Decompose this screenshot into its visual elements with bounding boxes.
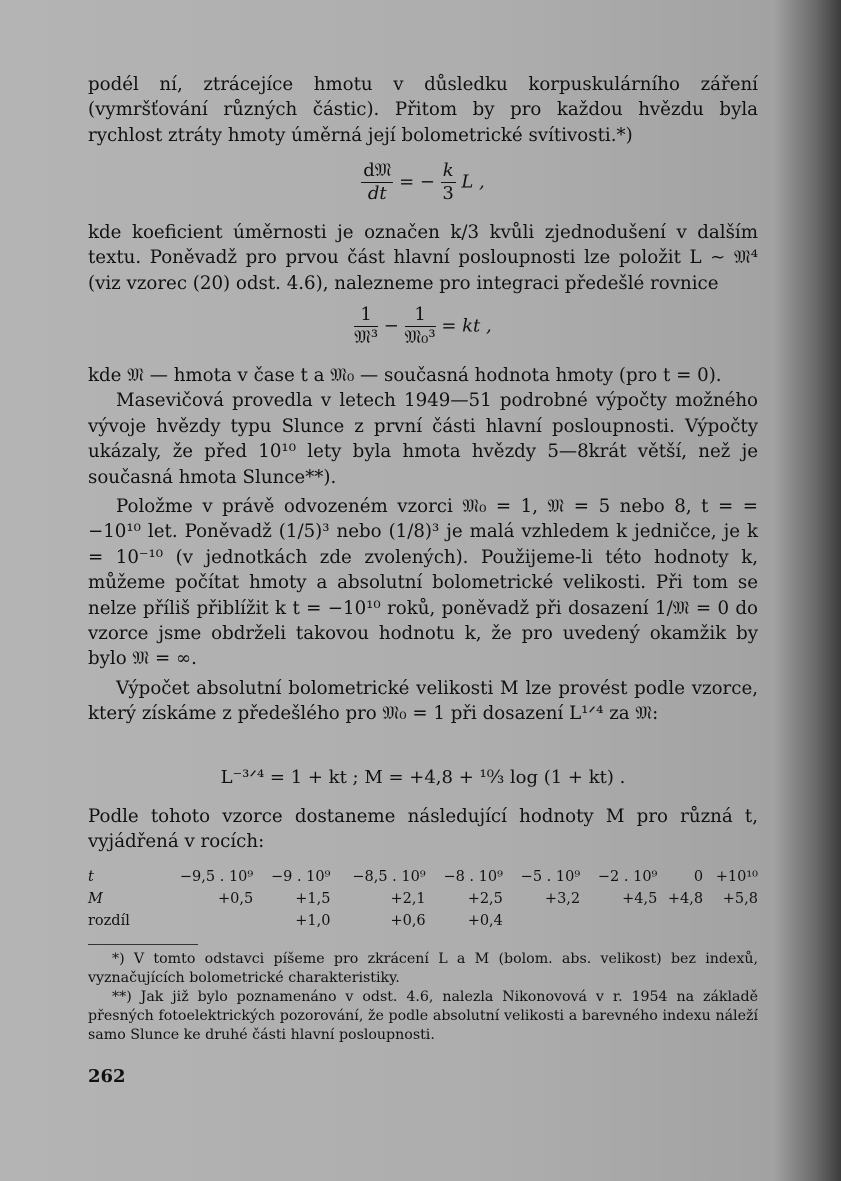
eq1-lhs-fraction bbox=[361, 160, 393, 205]
table-cell: +3,2 bbox=[544, 891, 581, 907]
paragraph-7: Podle tohoto vzorce dostaneme následující hodnoty M pro různá t, vyjádřená v rocích: bbox=[88, 806, 758, 853]
main-text-block-1 bbox=[88, 72, 758, 148]
table-cell: +2,1 bbox=[390, 891, 426, 907]
paragraph-5: Položme v právě odvozeném vzorci 𝔐₀ = 1, 𝔐 = 5 nebo 8, t = = −10¹⁰ let. Poněvadž (1/5)³ nebo (1/8)³ je malá vzhledem k jedničce, je k = 10⁻¹⁰ (v jednotkách zde zvolených). Použijeme-li této hodnoty k, můžeme počítat hmoty a absolutní bolometrické velikosti. Při tom se nelze příliš přiblížit k t = −10¹⁰ roků, poněvadž při dosazení 1/𝔐 = 0 do vzorce jsme obdrželi takovou hodnotu k, že pro uvedený okamžik by bylo 𝔐 = ∞. bbox=[88, 496, 758, 670]
table-cell: +1,0 bbox=[295, 913, 331, 929]
eq2-b-den: 𝔐₀³ bbox=[404, 327, 436, 348]
equation-1 bbox=[88, 160, 758, 205]
table-cell: +5,8 bbox=[722, 891, 758, 907]
eq2-a-den: 𝔐³ bbox=[354, 327, 379, 348]
eq2-tail: = kt , bbox=[441, 315, 492, 337]
main-text-block-2 bbox=[88, 220, 758, 296]
eq1-equals: = − bbox=[399, 171, 435, 193]
eq2-a-fraction bbox=[354, 304, 378, 349]
eq1-rhs-fraction bbox=[441, 160, 456, 205]
eq2-b-num: 1 bbox=[405, 304, 436, 327]
table-cell: +0,6 bbox=[390, 913, 426, 929]
main-text-block-4 bbox=[88, 804, 758, 855]
table-cell: +0,4 bbox=[467, 913, 503, 929]
equation-2 bbox=[88, 304, 758, 349]
table-row-diff bbox=[88, 910, 758, 932]
row-label-t: t bbox=[88, 869, 94, 885]
table-cell: +10¹⁰ bbox=[715, 869, 758, 885]
values-table bbox=[88, 866, 758, 932]
table-cell: −2 . 10⁹ bbox=[597, 869, 658, 885]
table-cell: +1,5 bbox=[295, 891, 331, 907]
page-number: 262 bbox=[88, 1066, 126, 1087]
table-cell: −8,5 . 10⁹ bbox=[352, 869, 426, 885]
table-row-t bbox=[88, 866, 758, 888]
eq2-minus: − bbox=[383, 315, 399, 337]
table-cell: −5 . 10⁹ bbox=[520, 869, 581, 885]
row-label-diff: rozdíl bbox=[88, 913, 130, 929]
eq1-rhs-num: k bbox=[442, 160, 454, 181]
table-row-m bbox=[88, 888, 758, 910]
eq1-lhs-num: d𝔐 bbox=[363, 160, 392, 181]
equation-3: L⁻³ᐟ⁴ = 1 + kt ; M = +4,8 + ¹⁰⁄₃ log (1 + kt) . bbox=[220, 767, 626, 788]
table-cell: 0 bbox=[693, 869, 704, 885]
main-text-block-3 bbox=[88, 363, 758, 727]
footnotes bbox=[88, 950, 758, 1045]
eq1-tail: L , bbox=[461, 171, 485, 193]
table-cell: −9 . 10⁹ bbox=[270, 869, 331, 885]
paragraph-4: Masevičová provedla v letech 1949—51 podrobné výpočty možného vývoje hvězdy typu Slunce z první části hlavní posloupnosti. Výpočty ukázaly, že před 10¹⁰ lety byla hmota hvězdy 5—8krát větší, než je současná hmota Slunce**). bbox=[88, 390, 758, 488]
footnote-divider bbox=[88, 944, 198, 945]
table-cell: +4,5 bbox=[622, 891, 658, 907]
paragraph-2: kde koeficient úměrnosti je označen k/3 kvůli zjednodušení v dalším textu. Poněvadž pro prvou část hlavní posloupnosti lze položit L ∼ 𝔐⁴ (viz vzorec (20) odst. 4.6), nalezneme pro integraci předešlé rovnice bbox=[88, 222, 758, 294]
footnote-2: **) Jak již bylo poznamenáno v odst. 4.6, nalezla Nikonovová v r. 1954 na základě přesných fotoelektrických pozorování, že podle absolutní velikosti a barevného indexu náleží samo Slunce ke druhé části hlavní posloupnosti. bbox=[88, 989, 758, 1043]
table-cell: +2,5 bbox=[467, 891, 503, 907]
paragraph-1: podél ní, ztrácejíce hmotu v důsledku korpuskulárního záření (vymršťování různých částic). Přitom by pro každou hvězdu byla rychlost ztráty hmoty úměrná její bolometrické svítivosti.*) bbox=[88, 74, 758, 146]
row-label-m: M bbox=[88, 891, 103, 907]
eq2-a-num: 1 bbox=[354, 304, 378, 327]
eq2-b-fraction bbox=[405, 304, 436, 349]
eq1-rhs-den: 3 bbox=[442, 183, 454, 204]
table-cell: −8 . 10⁹ bbox=[443, 869, 503, 885]
table-cell: +0,5 bbox=[218, 891, 254, 907]
paragraph-6: Výpočet absolutní bolometrické velikosti M lze provést podle vzorce, který získáme z předešlého pro 𝔐₀ = 1 při dosazení L¹ᐟ⁴ za 𝔐: bbox=[88, 677, 758, 725]
eq1-lhs-den: dt bbox=[367, 183, 387, 204]
table-cell: +4,8 bbox=[667, 891, 704, 907]
paragraph-3: kde 𝔐 — hmota v čase t a 𝔐₀ — současná hodnota hmoty (pro t = 0). bbox=[88, 365, 722, 386]
table-cell: −9,5 . 10⁹ bbox=[179, 869, 254, 885]
footnote-1: *) V tomto odstavci píšeme pro zkrácení L a M (bolom. abs. velikost) bez indexů, vyznačujících bolometrické charakteristiky. bbox=[88, 951, 758, 986]
